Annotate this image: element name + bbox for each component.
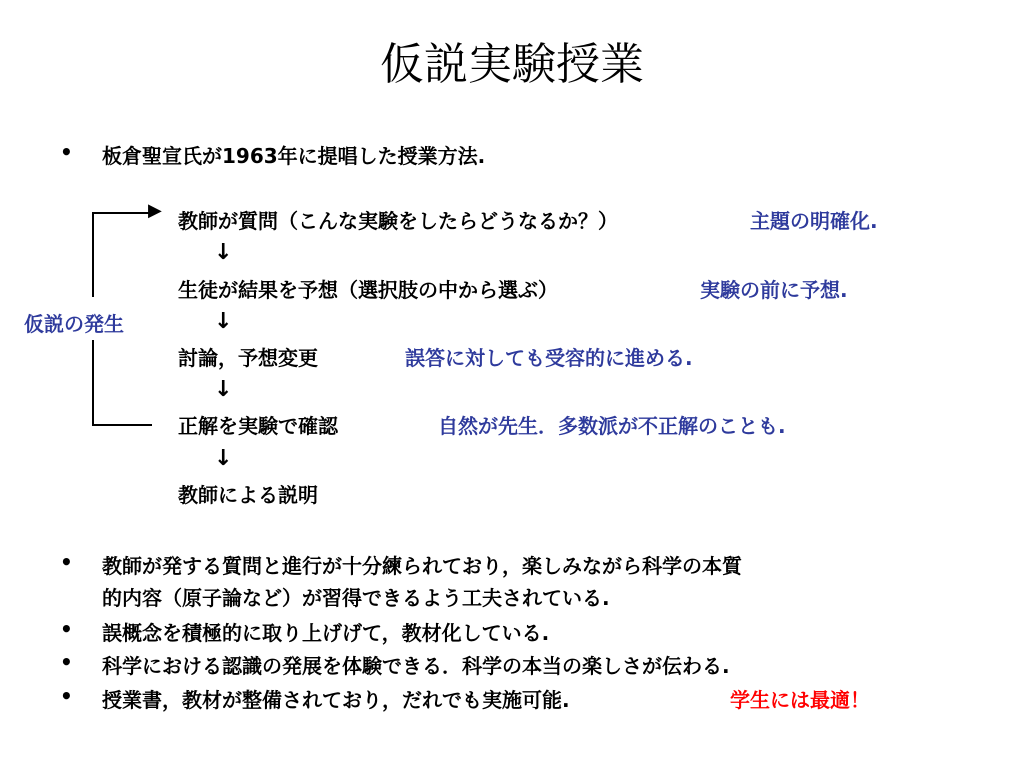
hypothesis-label: 仮説の発生	[24, 312, 124, 336]
flow-note-predict: 実験の前に予想.	[700, 278, 848, 302]
bullet-marker: •	[60, 684, 73, 708]
bullet-2-text: 誤概念を積極的に取り上げげて，教材化している.	[102, 621, 550, 645]
flow-note-confirm: 自然が先生．多数派が不正解のことも.	[438, 414, 786, 438]
bullet-3-text: 科学における認識の発展を体験できる．科学の本当の楽しさが伝わる.	[102, 654, 730, 678]
down-arrow-icon: ↓	[214, 377, 233, 402]
bullet-4-text: 授業書，教材が整備されており，だれでも実施可能.	[102, 688, 570, 712]
down-arrow-icon: ↓	[214, 240, 233, 265]
flow-note-question: 主題の明確化.	[750, 209, 878, 233]
down-arrow-icon: ↓	[214, 446, 233, 471]
flow-step-confirm: 正解を実験で確認	[178, 414, 338, 438]
bracket-top-line	[92, 212, 152, 214]
bullet-marker: •	[60, 550, 73, 574]
flow-step-explain: 教師による説明	[178, 483, 318, 507]
bracket-vertical-lower	[92, 340, 94, 426]
flow-step-predict: 生徒が結果を予想（選択肢の中から選ぶ）	[178, 278, 558, 302]
down-arrow-icon: ↓	[214, 309, 233, 334]
bullet-4-highlight: 学生には最適！	[730, 688, 870, 712]
flow-step-discuss: 討論，予想変更	[178, 346, 318, 370]
bracket-vertical-upper	[92, 212, 94, 297]
slide-title: 仮説実験授業	[380, 39, 644, 90]
bullet-marker: •	[60, 140, 73, 164]
bracket-bottom-line	[92, 424, 152, 426]
flow-note-discuss: 誤答に対しても受容的に進める.	[405, 346, 693, 370]
flow-step-question: 教師が質問（こんな実験をしたらどうなるか？）	[178, 209, 618, 233]
bracket-arrowhead-icon: ▶	[148, 200, 162, 221]
bullet-1-line1: 教師が発する質問と進行が十分練られており，楽しみながら科学の本質	[102, 554, 742, 578]
bullet-1-line2: 的内容（原子論など）が習得できるよう工夫されている.	[102, 586, 610, 610]
bullet-marker: •	[60, 650, 73, 674]
bullet-marker: •	[60, 617, 73, 641]
intro-text: 板倉聖宣氏が1963年に提唱した授業方法.	[102, 144, 486, 168]
